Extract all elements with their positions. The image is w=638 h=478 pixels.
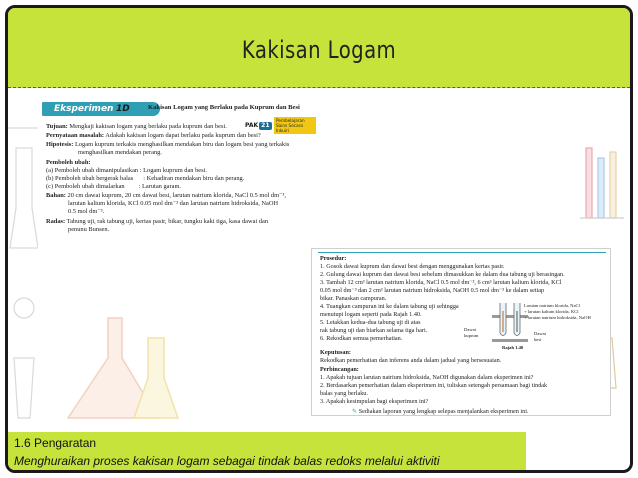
radas-label: Radas: bbox=[46, 218, 66, 225]
bahan-text-3: 0.5 mol dm⁻³. bbox=[68, 208, 105, 215]
discussion-item: 1. Apakah tujuan larutan natrium hidroksida, NaOH digunakan dalam eksperimen ini? bbox=[320, 374, 534, 381]
procedure-step: menutupi logam seperti pada Rajah 1.40. bbox=[320, 311, 422, 318]
perbincangan-label: Perbincangan: bbox=[320, 366, 359, 373]
keputusan-label: Keputusan: bbox=[320, 349, 351, 356]
discussion-item: 2. Berdasarkan pemerhatian dalam eksperimen ini, tuliskan setengah persamaan bagi tindak bbox=[320, 382, 548, 389]
procedure-step: 3. Tambah 12 cm³ larutan natrium klorida, NaCl 0.5 mol dm⁻³, 6 cm³ larutan kalium klorida, KCl bbox=[320, 279, 562, 286]
procedure-step: 2. Gulung dawai kuprum dan dawai besi sebelum dimasukkan ke dalam dua tabung uji berasingan. bbox=[320, 271, 565, 278]
hipotesis-label: Hipotesis: bbox=[46, 141, 74, 148]
title-banner bbox=[8, 8, 630, 88]
experiment-number: 1D bbox=[116, 104, 130, 114]
pak-number: 21 bbox=[261, 122, 270, 129]
fig-label-solution-1: Larutan natrium klorida, NaCl bbox=[524, 303, 580, 308]
footer-note: Sediakan laporan yang lengkap selepas menjalankan eksperimen ini. bbox=[358, 408, 529, 415]
experiment-heading: Kakisan Logam yang Berlaku pada Kuprum dan Besi bbox=[148, 104, 300, 111]
experiment-tag bbox=[42, 102, 160, 116]
tujuan-label: Tujuan: bbox=[46, 123, 68, 130]
bahan-label: Bahan: bbox=[46, 192, 66, 199]
pu-c-row bbox=[46, 183, 181, 191]
procedure-step: 4. Tuangkan campuran ini ke dalam tabung uji sehingga bbox=[320, 303, 459, 310]
slide-title: Kakisan Logam bbox=[241, 36, 397, 64]
masalah-row bbox=[46, 132, 261, 140]
pu-a-label: (a) Pemboleh ubah dimanipulasikan : bbox=[46, 167, 142, 174]
bahan-text-1: 20 cm dawai kuprum, 20 cm dawai besi, larutan natrium klorida, NaCl 0.5 mol dm⁻³, bbox=[67, 192, 286, 199]
procedure-step: 1. Gosok dawai kuprum dan dawai besi dengan menggunakan kertas pasir. bbox=[320, 263, 505, 270]
discussion-item: 3. Apakah kesimpulan bagi eksperimen ini? bbox=[320, 398, 429, 405]
section-subtitle: Menghuraikan proses kakisan logam sebagai tindak balas redoks melalui aktiviti bbox=[14, 454, 440, 468]
fig-label-iron-2: besi bbox=[534, 337, 542, 342]
pu-a-text: Logam kuprum dan besi. bbox=[143, 167, 207, 174]
slide bbox=[5, 5, 633, 473]
bahan-text-2: larutan kalium klorida, KCl 0.05 mol dm⁻³ dan larutan natrium hidroksida, NaOH bbox=[68, 200, 279, 207]
tujuan-text: Mengkaji kakisan logam yang berlaku pada kuprum dan besi. bbox=[69, 123, 227, 130]
fig-label-copper bbox=[464, 327, 478, 339]
pak-note: Pembelajaran Sains Secara Inkuiri bbox=[274, 117, 316, 134]
procedure-step: 6. Rekodkan semua pemerhatian. bbox=[320, 335, 403, 342]
masalah-text: Adakah kakisan logam dapat berlaku pada kuprum dan besi? bbox=[105, 132, 261, 139]
fig-label-solution-3: + larutan natrium hidroksida, NaOH bbox=[524, 315, 591, 320]
pu-b-text: : Kehadiran mendakan biru dan perang. bbox=[143, 175, 245, 182]
pu-b-label: (b) Pemboleh ubah bergerak balas bbox=[46, 175, 134, 182]
hipotesis-text-1: Logam kuprum terkakis menghasilkan mendakan biru dan logam besi yang terkakis bbox=[74, 141, 290, 148]
radas-text-1: Tabung uji, rak tabung uji, kertas pasir, bikar, tungku kaki tiga, kasa dawai dan bbox=[66, 218, 269, 225]
procedure-page bbox=[311, 248, 611, 416]
pak-marker bbox=[245, 122, 272, 130]
experiment-label: Eksperimen bbox=[54, 104, 114, 114]
tujuan-row bbox=[46, 123, 227, 131]
procedure-label: Prosedur: bbox=[320, 255, 347, 262]
section-heading: 1.6 Pengaratan bbox=[14, 436, 97, 450]
fig-caption: Rajah 1.40 bbox=[502, 345, 524, 350]
pak-label: PAK bbox=[245, 122, 259, 129]
fig-label-copper-2: kuprum bbox=[464, 333, 479, 338]
pu-c-text: : Larutan garam. bbox=[138, 183, 182, 190]
procedure-step: bikar. Panaskan campuran. bbox=[320, 295, 387, 302]
pemboleh-label: Pemboleh ubah: bbox=[46, 159, 91, 166]
fig-label-right bbox=[524, 303, 591, 321]
pu-c-label: (c) Pemboleh ubah dimalarkan bbox=[46, 183, 125, 190]
procedure-step: 5. Letakkan kedua-dua tabung uji di atas bbox=[320, 319, 421, 326]
radas-text-2: penunu Bunsen. bbox=[68, 226, 110, 233]
fig-label-iron bbox=[534, 331, 546, 343]
procedure-step: 0.05 mol dm⁻³ dan 2 cm³ larutan natrium hidroksida, NaOH 0.5 mol dm⁻³ ke dalam setiap bbox=[320, 287, 545, 294]
pencil-icon: ✎ bbox=[352, 408, 358, 415]
fig-label-iron-1: Dawai bbox=[534, 331, 546, 336]
discussion-item: balas yang berlaku. bbox=[320, 390, 368, 397]
fig-label-solution-2: + larutan kalium klorida, KCl bbox=[524, 309, 579, 314]
procedure-step: rak tabung uji dan biarkan selama tiga hari. bbox=[320, 327, 428, 334]
procedure-divider bbox=[318, 252, 606, 253]
hipotesis-text-2: menghasilkan mendakan perang. bbox=[78, 149, 162, 156]
keputusan-text: Rekodkan pemerhatian dan inferens anda dalam jadual yang bersesuaian. bbox=[320, 357, 502, 364]
footer-note-row bbox=[352, 408, 529, 416]
bottom-flask-decoration bbox=[48, 308, 188, 428]
masalah-label: Pernyataan masalah: bbox=[46, 132, 105, 139]
fig-label-copper-1: Dawai bbox=[464, 327, 476, 332]
experiment-page bbox=[38, 102, 318, 250]
